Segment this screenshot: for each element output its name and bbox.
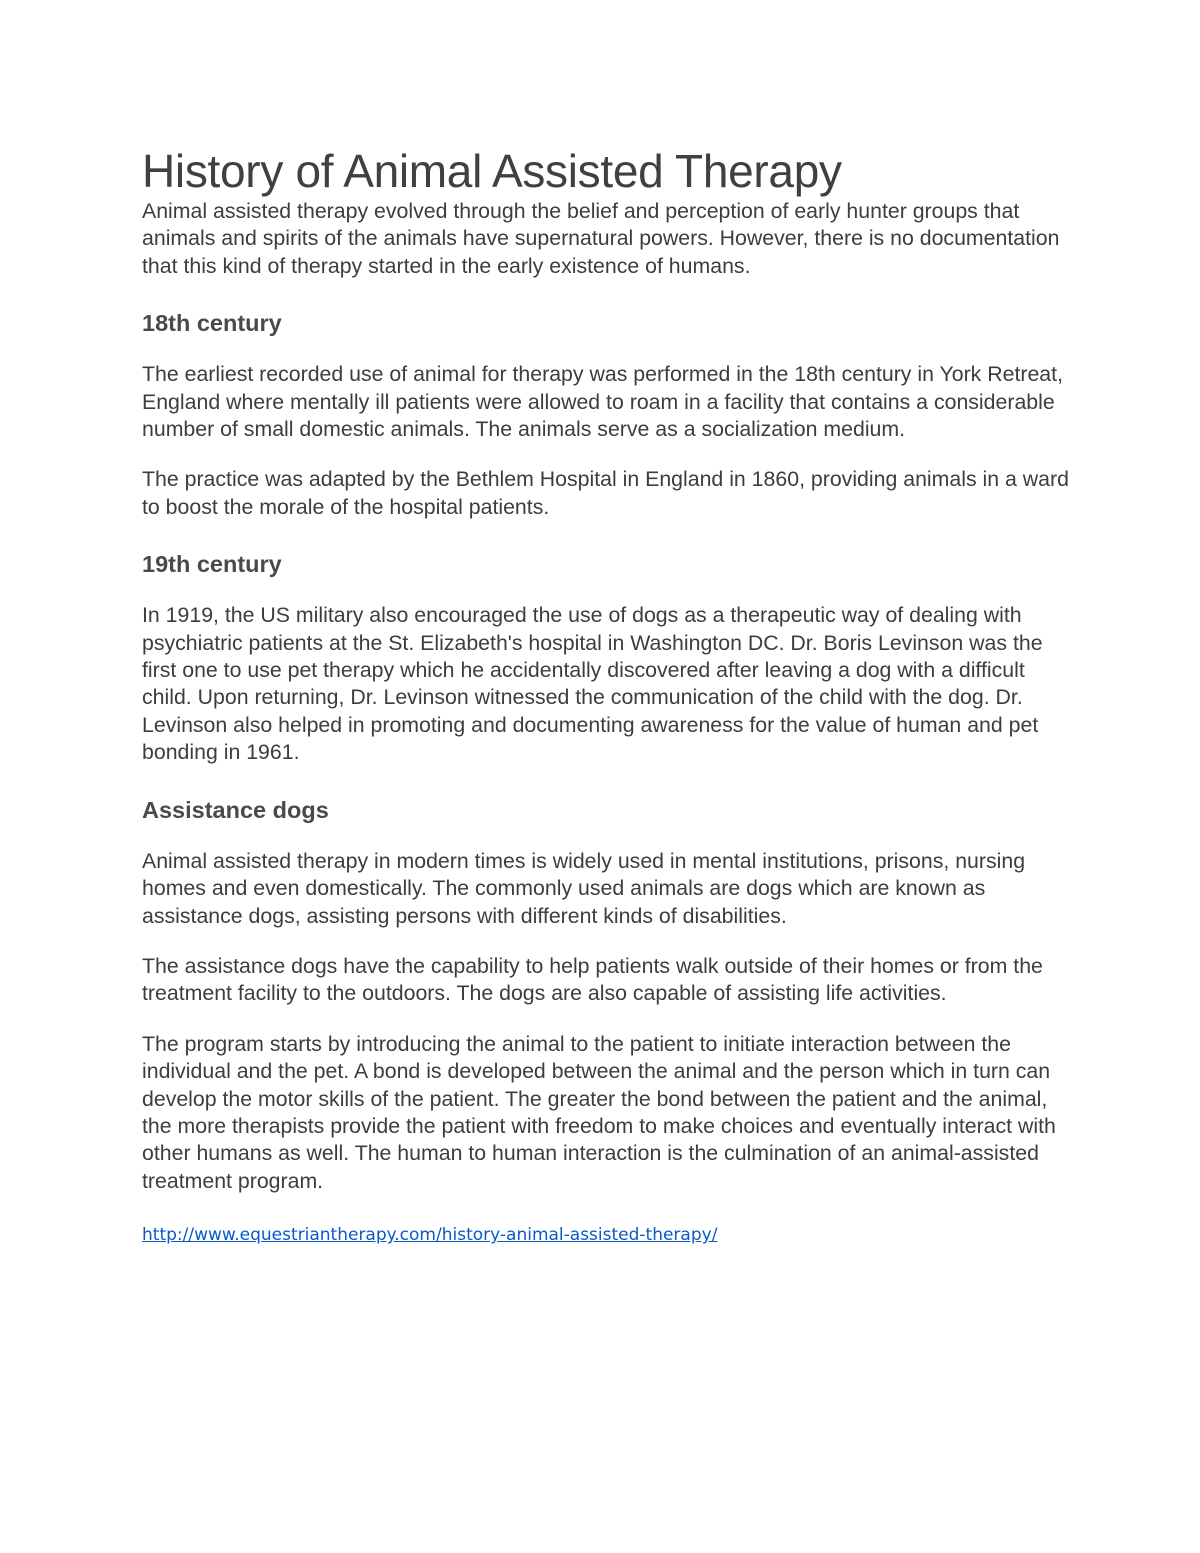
paragraph-18th-century-2: The practice was adapted by the Bethlem Hospital in England in 1860, providing animals in a ward to boost the morale of the hospital patients. xyxy=(142,467,1069,519)
section-heading-18th-century: 18th century xyxy=(142,310,282,337)
paragraph-assistance-dogs-1: Animal assisted therapy in modern times is widely used in mental institutions, prisons, nursing homes and even domestically. The commonly used animals are dogs which are known as assistance dogs, assisting persons with different kinds of disabilities. xyxy=(142,848,1026,928)
paragraph-assistance-dogs-2: The assistance dogs have the capability to help patients walk outside of their homes or from the treatment facility to the outdoors. The dogs are also capable of assisting life activities. xyxy=(142,953,1043,1006)
intro-paragraph: Animal assisted therapy evolved through the belief and perception of early hunter groups that animals and spirits of the animals have supernatural powers. However, there is no documentation that this kind of therapy started in the early existence of humans. xyxy=(142,199,1060,278)
source-link[interactable]: http://www.equestriantherapy.com/history-animal-assisted-therapy/ xyxy=(142,1225,718,1246)
section-heading-assistance-dogs: Assistance dogs xyxy=(142,796,329,823)
paragraph-19th-century-1: In 1919, the US military also encouraged the use of dogs as a therapeutic way of dealing with psychiatric patients at the St. Elizabeth's hospital in Washington DC. Dr. Boris Levinson was the first one to use pet therapy which he accidentally discovered after leaving a dog with a difficult child. Upon returning, Dr. Levinson witnessed the communication of the child with the dog. Dr. Levinson also helped in promoting and documenting awareness for the value of human and pet bonding in 1961. xyxy=(142,603,1043,765)
document-page xyxy=(142,142,1072,1247)
section-heading-19th-century: 19th century xyxy=(142,551,282,578)
document-title: History of Animal Assisted Therapy xyxy=(142,145,842,197)
paragraph-assistance-dogs-3: The program starts by introducing the animal to the patient to initiate interaction between the individual and the pet. A bond is developed between the animal and the person which in turn can develop the motor skills of the patient. The greater the bond between the patient and the animal, the more therapists provide the patient with freedom to make choices and eventually interact with other humans as well. The human to human interaction is the culmination of an animal-assisted treatment program. xyxy=(142,1031,1056,1193)
paragraph-18th-century-1: The earliest recorded use of animal for therapy was performed in the 18th century in York Retreat, England where mentally ill patients were allowed to roam in a facility that contains a considerable number of small domestic animals. The animals serve as a socialization medium. xyxy=(142,362,1063,442)
